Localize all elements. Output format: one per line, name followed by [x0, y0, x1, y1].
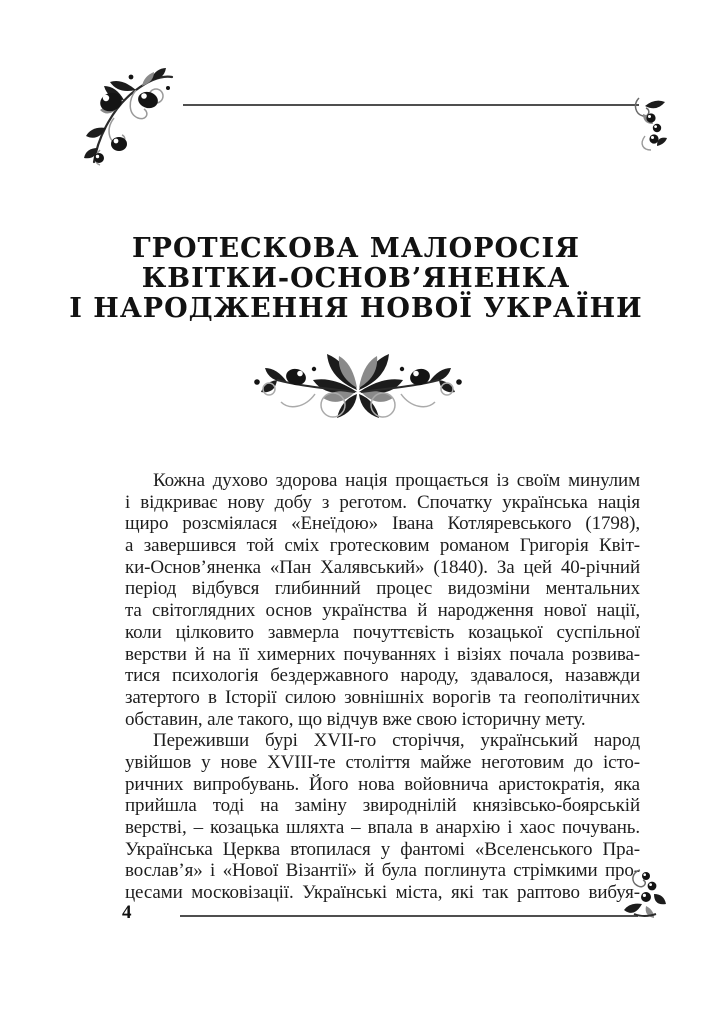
text-line: верстви й на її химерних почуваннях і візіях почала розвива-	[125, 643, 640, 665]
text-line: та світоглядних основ українства й народження нової нації,	[125, 600, 640, 622]
text-line: а завершився той сміх гротесковим романом Григорія Квіт-	[125, 535, 640, 557]
text-line: увійшов у нове XVIII-те століття майже неготовим до істо-	[125, 751, 640, 773]
page-number: 4	[122, 902, 132, 923]
text-line: і відкриває нову добу з реготом. Спочатку українська нація	[125, 491, 640, 513]
text-line: прийшла тоді на заміну звироднілій князівсько-боярській	[125, 795, 640, 817]
text-line: ки-Основ’яненка «Пан Халявський» (1840). За цей 40-річний	[125, 556, 640, 578]
text-line: вослав’я» і «Нової Візантії» й була поглинута стрімкими про-	[125, 860, 640, 882]
text-line: тися психологія бездержавного народу, здавалося, назавжди	[125, 665, 640, 687]
text-line: Кожна духово здорова нація прощається із своїм минулим	[153, 470, 640, 491]
paragraph-1	[125, 470, 640, 730]
text-line: цесами московізації. Українські міста, які так раптово вибуя-	[125, 882, 640, 904]
chapter-title-line: ГРОТЕСКОВА МАЛОРОСІЯ	[132, 233, 580, 264]
floral-sprig-ornament-top	[631, 96, 667, 152]
text-line: Переживши бурі XVII-го сторіччя, український народ	[153, 730, 640, 752]
bottom-rule	[180, 915, 638, 917]
text-line: обставин, але такого, що відчув вже свою історичну мету.	[125, 708, 586, 730]
floral-divider-ornament	[243, 352, 473, 424]
text-line: щиро розсміялася «Енеїдою» Івана Котляревського (1798),	[125, 513, 640, 535]
floral-sprig-ornament-bottom	[624, 868, 666, 922]
text-line: період відбувся глибинний процес видозміни ментальних	[125, 578, 640, 600]
floral-corner-vine-ornament	[84, 64, 176, 166]
floral-sprig-icon	[624, 868, 666, 922]
text-line: верстві, – козацька шляхта – впала в анархію і хаос почувань.	[125, 817, 640, 838]
chapter-title-line: І НАРОДЖЕННЯ НОВОЇ УКРАЇНИ	[69, 293, 643, 324]
text-line: ричних випробувань. Його нова войовнича аристократія, яка	[125, 773, 640, 795]
floral-sprig-icon	[631, 96, 667, 152]
text-line: затертого в Історії силою зовнішніх ворогів та геополітичних	[125, 686, 640, 708]
chapter-title	[0, 234, 712, 324]
paragraph-2	[125, 730, 640, 904]
floral-divider-icon	[243, 352, 473, 424]
body-text	[125, 470, 640, 904]
text-line: Українська Церква втопилася у фантомі «Вселенського Пра-	[125, 838, 640, 860]
top-rule	[183, 104, 639, 106]
text-line: коли цілковито завмерла почуттєвість козацької суспільної	[125, 621, 640, 643]
floral-corner-vine-icon	[84, 64, 176, 166]
chapter-title-line: КВІТКИ-ОСНОВ’ЯНЕНКА	[141, 263, 571, 294]
